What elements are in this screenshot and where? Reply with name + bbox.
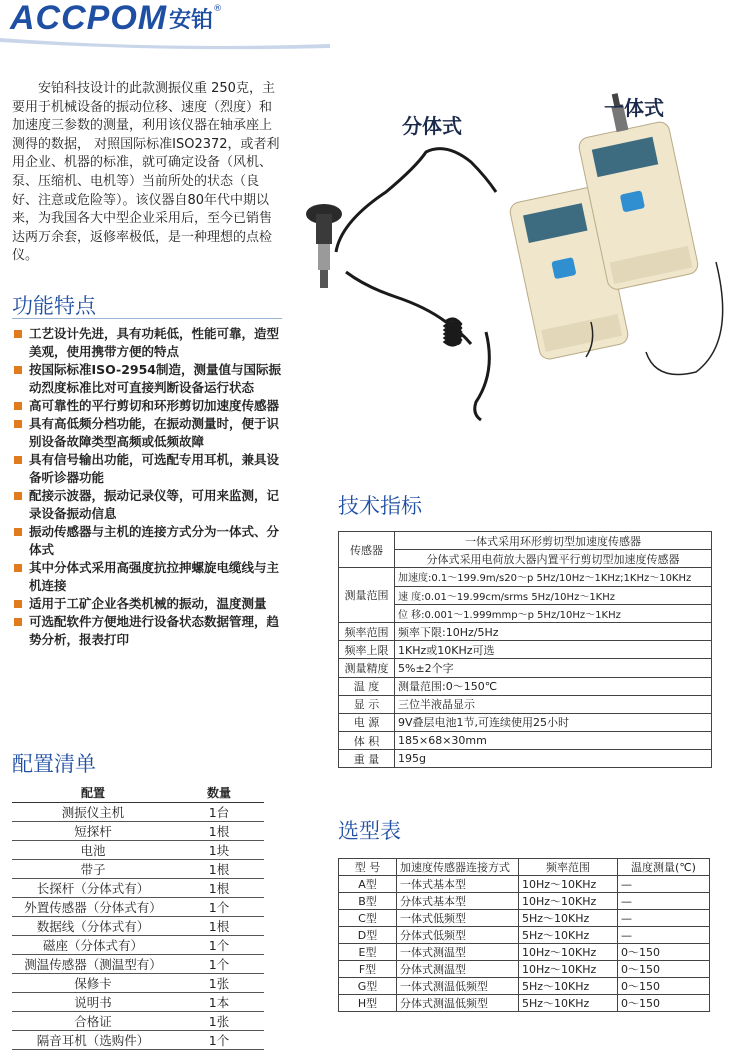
table-row: 带子 1根 bbox=[12, 859, 264, 878]
selection-title: 选型表 bbox=[338, 819, 401, 843]
feature-item: 振动传感器与主机的连接方式分为一体式、分体式 bbox=[12, 523, 288, 559]
table-row: 频率范围 频率下限:10Hz/5Hz bbox=[339, 622, 712, 640]
feature-item: 配接示波器，振动记录仪等，可用来监测，记录设备振动信息 bbox=[12, 487, 288, 523]
table-row: 频率上限 1KHz或10KHz可选 bbox=[339, 641, 712, 659]
config-title: 配置清单 bbox=[12, 752, 96, 776]
table-row: G型 一体式测温低频型 5Hz～10KHz 0～150 bbox=[339, 978, 710, 995]
table-row: 测量精度 5%±2个字 bbox=[339, 659, 712, 677]
bullet-icon bbox=[14, 402, 22, 410]
table-row: 显 示 三位半液晶显示 bbox=[339, 695, 712, 713]
table-row: 电池 1块 bbox=[12, 840, 264, 859]
feature-item: 适用于工矿企业各类机械的振动，温度测量 bbox=[12, 595, 288, 613]
config-header-row bbox=[12, 784, 264, 802]
bullet-icon bbox=[14, 528, 22, 536]
table-row: 体 积 185×68×30mm bbox=[339, 732, 712, 750]
table-row: 传感器 一体式采用环形剪切型加速度传感器 bbox=[339, 532, 712, 550]
feature-item: 具有高低频分档功能，在振动测量时，便于识别设备故障类型高频或低频故障 bbox=[12, 415, 288, 451]
bullet-icon bbox=[14, 492, 22, 500]
config-table bbox=[12, 784, 264, 1050]
table-row: 长探杆（分体式有） 1根 bbox=[12, 878, 264, 897]
table-row: 保修卡 1张 bbox=[12, 973, 264, 992]
bullet-icon bbox=[14, 600, 22, 608]
table-row: 速 度:0.01～19.99cm/srms 5Hz/10Hz～1KHz bbox=[339, 586, 712, 604]
bullet-icon bbox=[14, 456, 22, 464]
feature-item: 高可靠性的平行剪切和环形剪切加速度传感器 bbox=[12, 397, 288, 415]
table-row: 电 源 9V叠层电池1节,可连续使用25小时 bbox=[339, 713, 712, 731]
table-row: 位 移:0.001～1.999mmp～p 5Hz/10Hz～1KHz bbox=[339, 604, 712, 622]
header-swoosh bbox=[0, 34, 330, 50]
table-row: 测温传感器（测温型有） 1个 bbox=[12, 954, 264, 973]
table-row: 说明书 1本 bbox=[12, 992, 264, 1011]
table-row: H型 分体式测温低频型 5Hz～10KHz 0～150 bbox=[339, 995, 710, 1012]
intro-paragraph: 安铂科技设计的此款测振仪重 250克，主要用于机械设备的振动位移、速度（烈度）和加速度三参数的测量，利用该仪器在轴承座上测得的数据， 对照国际标准ISO2372，或者利用企业、机器的标准，就可确定设备（风机、泵、压缩机、电机等）当前所处的状态（良好、注意或危险等）。该仪器自80年代中期以来，为我国各大中型企业采用后，至今已销售达两万余套，返修率极低，是一种理想的点检仪。 bbox=[12, 81, 280, 264]
feature-item: 工艺设计先进，具有功耗低，性能可靠，造型美观，使用携带方便的特点 bbox=[12, 325, 288, 361]
table-row: D型 分体式低频型 5Hz～10KHz — bbox=[339, 927, 710, 944]
table-row: 短探杆 1根 bbox=[12, 821, 264, 840]
table-row: 分体式采用电荷放大器内置平行剪切型加速度传感器 bbox=[339, 550, 712, 568]
bullet-icon bbox=[14, 366, 22, 374]
table-row: C型 一体式低频型 5Hz～10KHz — bbox=[339, 910, 710, 927]
logo-wordmark: ACCPOM bbox=[10, 0, 168, 37]
bullet-icon bbox=[14, 420, 22, 428]
selection-table bbox=[338, 858, 710, 1012]
table-row: 隔音耳机（选购件） 1个 bbox=[12, 1030, 264, 1049]
coiled-cable bbox=[336, 149, 496, 420]
bullet-icon bbox=[14, 564, 22, 572]
tech-title: 技术指标 bbox=[338, 494, 422, 518]
table-row: 合格证 1张 bbox=[12, 1011, 264, 1030]
table-row: 磁座（分体式有） 1个 bbox=[12, 935, 264, 954]
label-split-type: 分体式 bbox=[402, 114, 462, 138]
selection-header-row: 型 号 加速度传感器连接方式 频率范围 温度测量(℃) bbox=[339, 859, 710, 876]
trademark-symbol: ® bbox=[213, 4, 223, 14]
feature-item: 其中分体式采用高强度抗拉抻螺旋电缆线与主机连接 bbox=[12, 559, 288, 595]
table-row: B型 分体式基本型 10Hz～10KHz — bbox=[339, 893, 710, 910]
product-image bbox=[296, 82, 746, 432]
bullet-icon bbox=[14, 618, 22, 626]
table-row: 外置传感器（分体式有） 1个 bbox=[12, 897, 264, 916]
feature-item: 可选配软件方便地进行设备状态数据管理，趋势分析，报表打印 bbox=[12, 613, 288, 649]
table-row: 温 度 测量范围:0～150℃ bbox=[339, 677, 712, 695]
config-header-item: 配置 bbox=[12, 784, 174, 802]
table-row: 数据线（分体式有） 1根 bbox=[12, 916, 264, 935]
config-header-qty: 数量 bbox=[174, 784, 264, 802]
table-row: 测量范围 加速度:0.1～199.9m/s20～p 5Hz/10Hz～1KHz;1KHz～10KHz bbox=[339, 568, 712, 586]
label-one-piece: 一体式 bbox=[604, 96, 664, 120]
table-row: E型 一体式测温型 10Hz～10KHz 0～150 bbox=[339, 944, 710, 961]
features-divider bbox=[12, 318, 282, 319]
table-row: F型 分体式测温型 10Hz～10KHz 0～150 bbox=[339, 961, 710, 978]
logo-chinese: 安铂 bbox=[169, 7, 214, 33]
spec-table bbox=[338, 531, 712, 768]
brand-logo bbox=[10, 0, 222, 36]
feature-item: 按国际标准ISO-2954制造，测量值与国际振动烈度标准比对可直接判断设备运行状态 bbox=[12, 361, 288, 397]
features-list bbox=[12, 325, 288, 649]
table-row: A型 一体式基本型 10Hz～10KHz — bbox=[339, 876, 710, 893]
table-row: 重 量 195g bbox=[339, 750, 712, 768]
table-row: 测振仪主机 1台 bbox=[12, 802, 264, 821]
feature-item: 具有信号输出功能，可选配专用耳机，兼具设备听诊器功能 bbox=[12, 451, 288, 487]
features-title: 功能特点 bbox=[12, 294, 96, 318]
bullet-icon bbox=[14, 330, 22, 338]
